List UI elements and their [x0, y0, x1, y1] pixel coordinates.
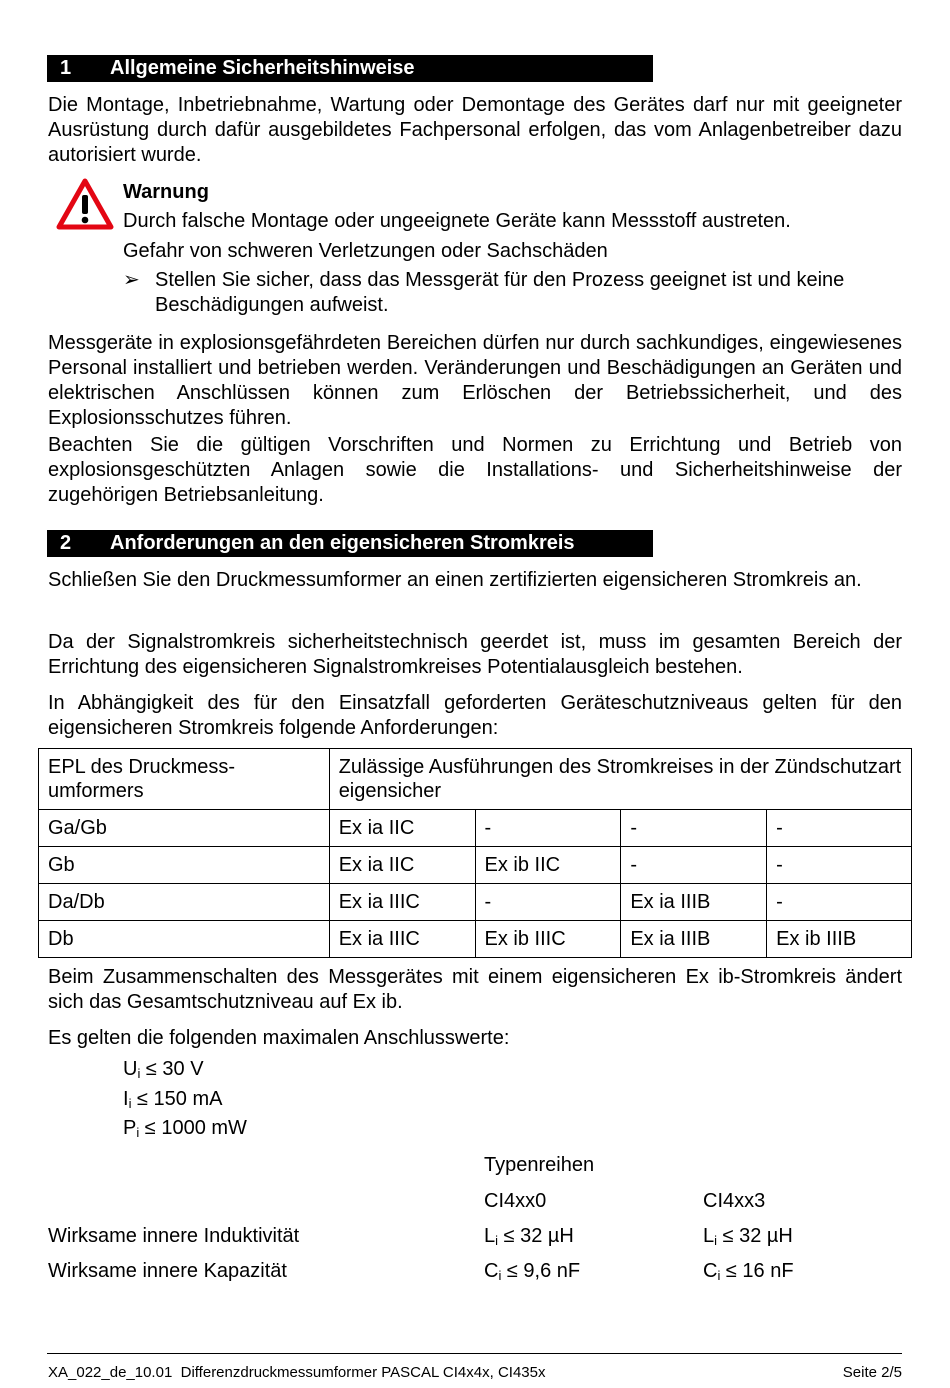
paragraph: Die Montage, Inbetriebnahme, Wartung oder Demontage des Gerätes darf nur mit geeigneter Ausrüstung durch dafür ausgebildetes Fachpersonal erfolgen, das vom Anlagenbetreiber dazu autorisiert wurde. — [48, 94, 902, 166]
inductance-value: $L_i \le 32$ µH — [484, 1225, 574, 1248]
table-cell: Ex ib IIIB — [767, 921, 912, 958]
table-cell: Ex ia IIIC — [329, 884, 475, 921]
type-column-header: CI4xx3 — [703, 1190, 766, 1212]
inductance-value: $L_i \le 32$ µH — [703, 1225, 793, 1248]
table-header-cell: EPL des Druckmess-umformers — [39, 749, 330, 810]
table-cell: - — [767, 884, 912, 921]
section-number: 1 — [60, 57, 72, 79]
paragraph: Beim Zusammenschalten des Messgerätes mit einem eigensicheren Ex ib-Stromkreis ändert sich das Gesamtschutzniveau auf Ex ib. — [48, 966, 902, 1013]
table-cell: - — [767, 847, 912, 884]
paragraph: In Abhängigkeit des für den Einsatzfall geforderten Geräteschutzniveaus gelten für den eigensicheren Stromkreis folgende Anforderungen: — [48, 692, 902, 739]
table-cell: - — [621, 810, 767, 847]
inductance-label: Wirksame innere Induktivität — [48, 1225, 300, 1247]
types-label: Typenreihen — [484, 1154, 595, 1176]
paragraph: Da der Signalstromkreis sicherheitstechnisch geerdet ist, muss im gesamten Bereich der Errichtung des eigensicheren Signalstromkreises Potentialausgleich bestehen. — [48, 631, 902, 678]
table-cell: - — [621, 847, 767, 884]
bullet-marker: ➢ — [123, 269, 140, 291]
warning-text: Gefahr von schweren Verletzungen oder Sachschäden — [123, 240, 608, 262]
capacitance-value: $C_i \le 16$ nF — [703, 1260, 794, 1283]
capacitance-label: Wirksame innere Kapazität — [48, 1260, 287, 1282]
table-cell: Ga/Gb — [39, 810, 330, 847]
limit-voltage: $U_i \le 30$ V — [123, 1058, 204, 1081]
table-row — [39, 921, 912, 958]
table-header-row — [39, 749, 912, 810]
table-cell: Ex ia IIC — [329, 847, 475, 884]
warning-title: Warnung — [123, 181, 209, 203]
section-2-heading — [47, 530, 653, 557]
epl-table — [38, 748, 912, 958]
footer-document-id: XA_022_de_10.01 Differenzdruckmessumformer PASCAL CI4x4x, CI435x — [48, 1364, 546, 1381]
table-cell: Gb — [39, 847, 330, 884]
section-number: 2 — [60, 532, 72, 554]
table-cell: - — [475, 884, 621, 921]
table-cell: Ex ia IIC — [329, 810, 475, 847]
table-cell: - — [475, 810, 621, 847]
section-title: Allgemeine Sicherheitshinweise — [110, 57, 415, 79]
paragraph: Es gelten die folgenden maximalen Anschlusswerte: — [48, 1027, 510, 1049]
warning-triangle-icon — [56, 178, 114, 230]
capacitance-value: $C_i \le 9,6$ nF — [484, 1260, 581, 1283]
table-row — [39, 884, 912, 921]
type-column-header: CI4xx0 — [484, 1190, 547, 1212]
table-cell: Ex ia IIIB — [621, 921, 767, 958]
table-row — [39, 847, 912, 884]
table-row — [39, 810, 912, 847]
table-cell: - — [767, 810, 912, 847]
section-1-heading — [47, 55, 653, 82]
table-cell: Ex ia IIIB — [621, 884, 767, 921]
paragraph: Messgeräte in explosionsgefährdeten Bereichen dürfen nur durch sachkundiges, eingewiesenes Personal installiert und betrieben werden. Veränderungen und Beschädigungen an Geräten und elektrischen Anschlüssen können zum Erlöschen der Betriebssicherheit, und des Explosionsschutzes führen. — [48, 332, 902, 429]
limit-current: $I_i \le 150$ mA — [123, 1088, 223, 1111]
table-header-cell: Zulässige Ausführungen des Stromkreises in der Zündschutzart eigensicher — [329, 749, 911, 810]
limit-power: $P_i \le 1000$ mW — [123, 1117, 247, 1140]
table-cell: Ex ia IIIC — [329, 921, 475, 958]
warning-text: Durch falsche Montage oder ungeeignete Geräte kann Messstoff austreten. — [123, 210, 791, 232]
table-cell: Db — [39, 921, 330, 958]
footer-page-number: Seite 2/5 — [842, 1364, 902, 1381]
table-cell: Ex ib IIC — [475, 847, 621, 884]
section-title: Anforderungen an den eigensicheren Stromkreis — [110, 532, 575, 554]
table-cell: Ex ib IIIC — [475, 921, 621, 958]
footer-divider — [47, 1353, 902, 1354]
paragraph: Beachten Sie die gültigen Vorschriften und Normen zu Errichtung und Betrieb von explosionsgeschützten Anlagen sowie die Installations- und Sicherheitshinweise der zugehörigen Betriebsanleitung. — [48, 434, 902, 506]
warning-bullet: Stellen Sie sicher, dass das Messgerät für den Prozess geeignet ist und keine Beschädigungen aufweist. — [155, 269, 845, 316]
table-cell: Da/Db — [39, 884, 330, 921]
paragraph: Schließen Sie den Druckmessumformer an einen zertifizierten eigensicheren Stromkreis an. — [48, 569, 862, 591]
